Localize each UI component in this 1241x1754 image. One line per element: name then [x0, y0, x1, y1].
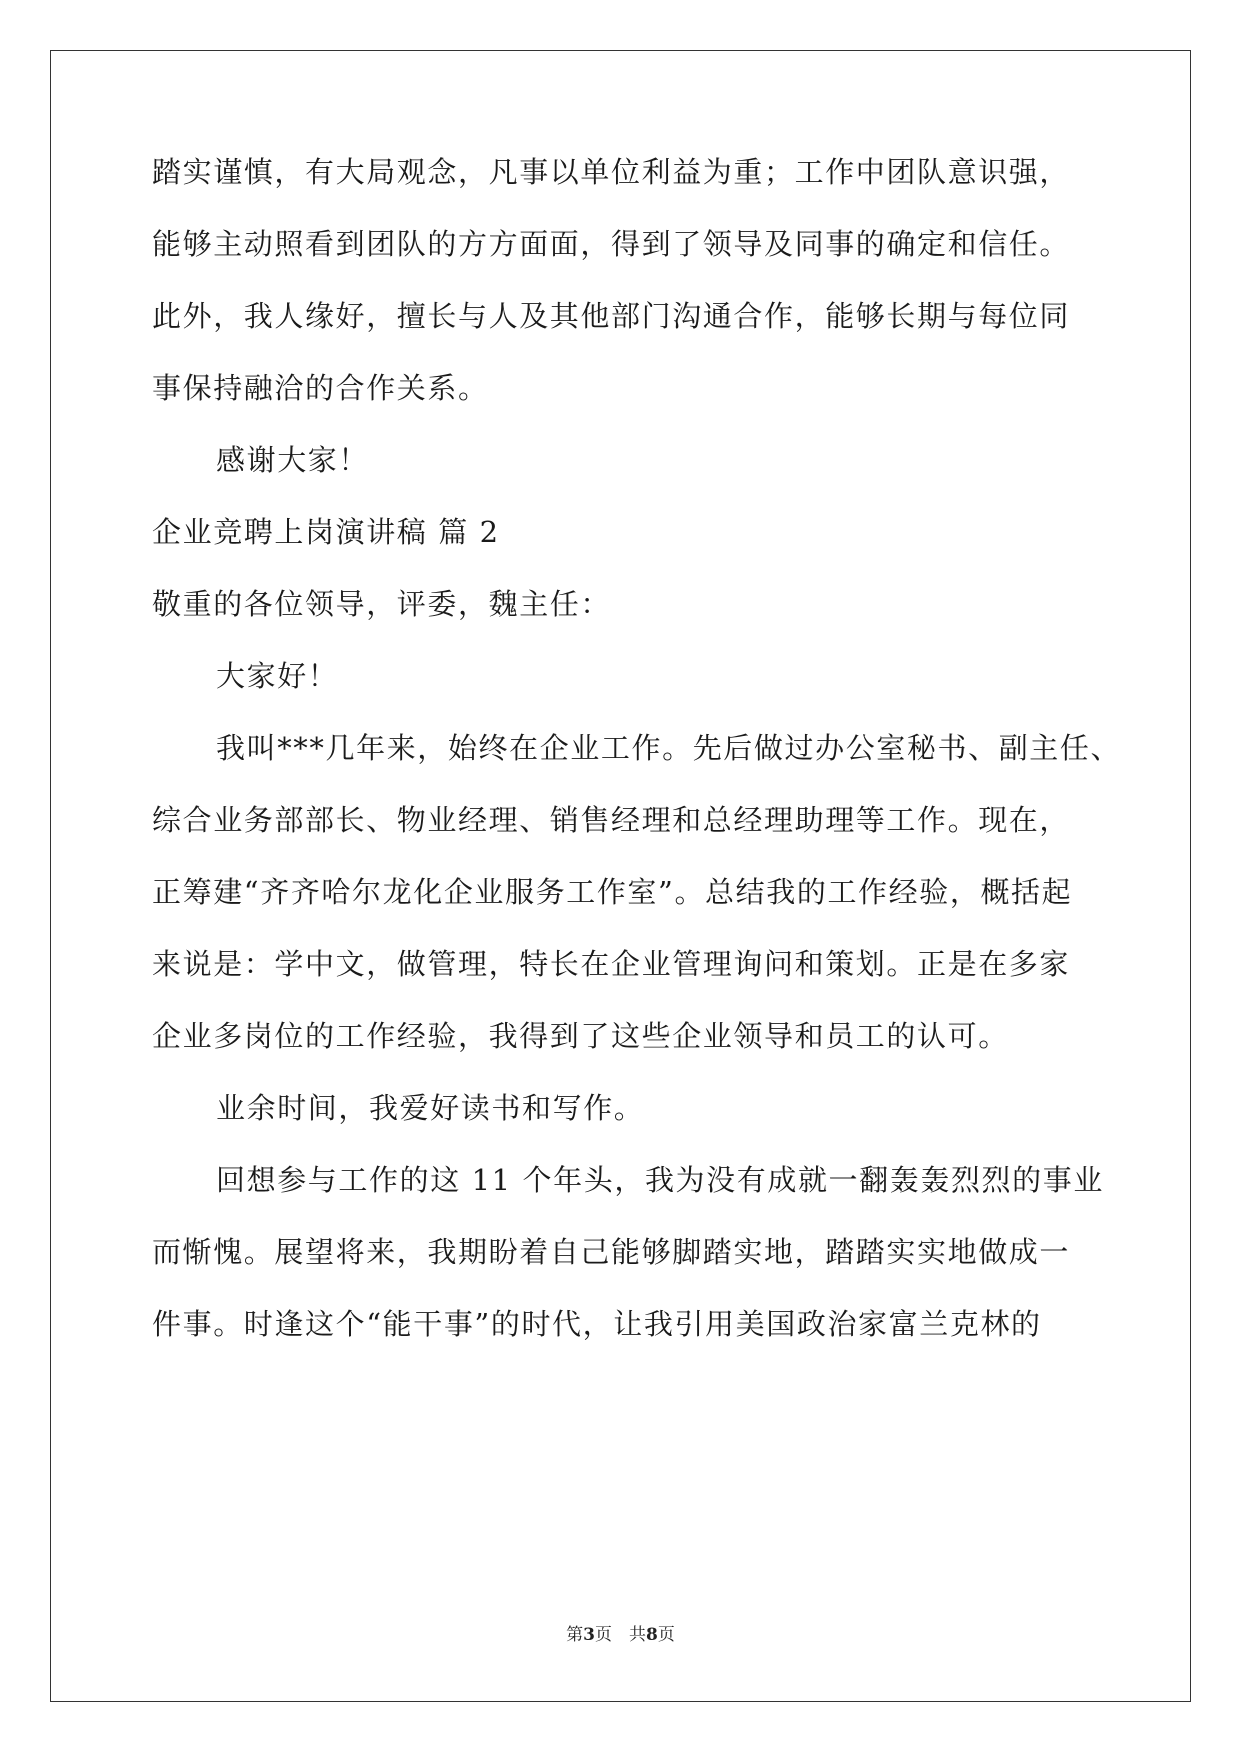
paragraph-line: 事保持融洽的合作关系。: [152, 371, 489, 405]
section-heading: 企业竞聘上岗演讲稿 篇 2: [152, 515, 500, 549]
paragraph-line: 件事。时逢这个“能干事”的时代，让我引用美国政治家富兰克林的: [152, 1307, 1042, 1341]
paragraph-line: 踏实谨慎，有大局观念，凡事以单位利益为重；工作中团队意识强，: [152, 155, 1071, 189]
paragraph-line: 企业多岗位的工作经验，我得到了这些企业领导和员工的认可。: [152, 1019, 1009, 1053]
page-number-footer: [0, 1620, 1241, 1645]
current-page-number: 3: [583, 1625, 595, 1645]
total-page-number: 8: [646, 1625, 658, 1645]
paragraph-line: 业余时间，我爱好读书和写作。: [216, 1091, 645, 1125]
footer-mid: 页 共: [595, 1625, 646, 1645]
paragraph-line: 来说是：学中文，做管理，特长在企业管理询问和策划。正是在多家: [152, 947, 1071, 981]
paragraph-line: 我叫***几年来，始终在企业工作。先后做过办公室秘书、副主任、: [216, 731, 1122, 765]
paragraph-line: 而惭愧。展望将来，我期盼着自己能够脚踏实地，踏踏实实地做成一: [152, 1235, 1071, 1269]
paragraph-line: 正筹建“齐齐哈尔龙化企业服务工作室”。总结我的工作经验，概括起: [152, 875, 1073, 909]
salutation: 敬重的各位领导，评委，魏主任：: [152, 587, 612, 621]
greeting: 大家好！: [216, 659, 339, 693]
footer-suffix: 页: [657, 1625, 675, 1645]
footer-prefix: 第: [566, 1625, 584, 1645]
paragraph-line: 能够主动照看到团队的方方面面，得到了领导及同事的确定和信任。: [152, 227, 1071, 261]
paragraph-line: 此外，我人缘好，擅长与人及其他部门沟通合作，能够长期与每位同: [152, 299, 1071, 333]
paragraph-line: 回想参与工作的这 11 个年头，我为没有成就一翻轰轰烈烈的事业: [216, 1163, 1104, 1197]
paragraph-line: 综合业务部部长、物业经理、销售经理和总经理助理等工作。现在，: [152, 803, 1071, 837]
closing-line: 感谢大家！: [216, 443, 370, 477]
